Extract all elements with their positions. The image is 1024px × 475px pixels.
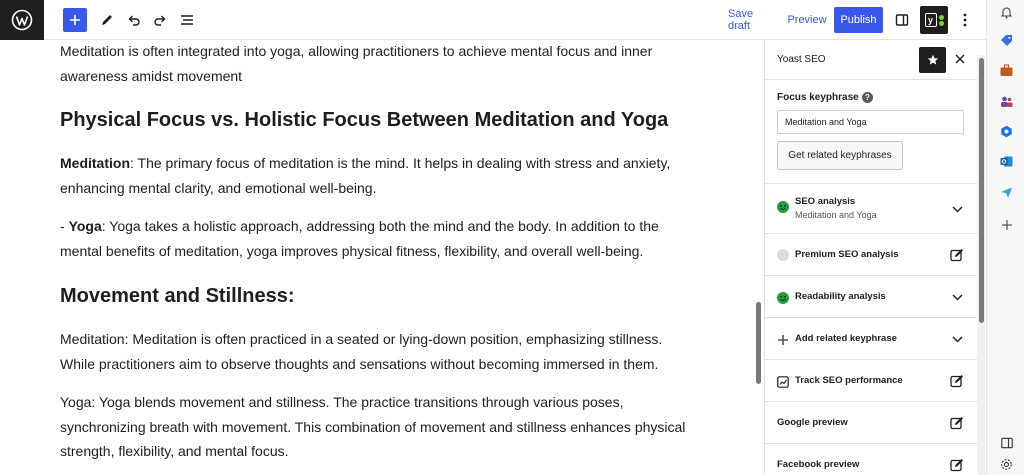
sidebar-header <box>765 40 977 80</box>
chevron-down-icon <box>949 331 965 347</box>
outlook-icon[interactable] <box>1000 155 1013 168</box>
edit-icon <box>949 373 965 389</box>
document-overview-button[interactable] <box>178 7 196 33</box>
sidebar-toggle-icon <box>895 13 909 27</box>
bold-term: Yoga <box>68 218 102 234</box>
options-button[interactable] <box>958 7 972 33</box>
paragraph-text: : Yoga takes a holistic approach, addressing both the mind and the body. In addition to the mental benefits of meditation, yoga improves physical fitness, flexibility, and overall well-being. <box>60 218 659 259</box>
focus-keyphrase-input[interactable] <box>777 110 964 134</box>
redo-button[interactable] <box>151 7 169 33</box>
settings-panel-button[interactable] <box>893 7 911 33</box>
facebook-preview-label: Facebook preview <box>777 459 860 470</box>
tools-button[interactable] <box>98 7 116 33</box>
list-prefix: - <box>60 218 69 234</box>
chart-icon <box>777 375 789 387</box>
help-icon[interactable]: ? <box>862 92 873 103</box>
google-preview-label: Google preview <box>777 417 848 428</box>
save-draft-button[interactable]: Save draft <box>728 8 754 32</box>
redo-icon <box>153 13 167 27</box>
premium-seo-analysis-label: Premium SEO analysis <box>795 249 899 260</box>
more-vertical-icon <box>963 13 967 27</box>
close-sidebar-button[interactable] <box>952 51 968 67</box>
preview-button[interactable]: Preview <box>787 14 827 26</box>
add-related-keyphrase-row[interactable] <box>765 318 977 360</box>
wordpress-logo[interactable] <box>0 0 44 40</box>
yoast-icon <box>925 13 944 27</box>
seo-analysis-label: SEO analysis <box>795 196 856 207</box>
sidebar-layout-icon[interactable] <box>1000 436 1013 449</box>
facebook-preview-row[interactable] <box>765 444 977 475</box>
paragraph-block[interactable]: Meditation: Meditation is often practiced in a seated or lying-down position, emphasizing stillness. While practitioners aim to observe thoughts and sensations without becoming immersed in them. <box>60 331 663 372</box>
add-icon[interactable] <box>1000 218 1013 231</box>
settings-icon[interactable] <box>1000 458 1013 471</box>
readability-analysis-label: Readability analysis <box>795 291 886 302</box>
paragraph-block[interactable]: Meditation is often integrated into yoga, allowing practitioners to achieve mental focus and inner awareness amidst movement <box>60 43 653 84</box>
pencil-icon <box>100 13 114 27</box>
track-seo-performance-row[interactable] <box>765 360 977 402</box>
focus-keyphrase-section <box>765 80 977 184</box>
heading-block[interactable]: Movement and Stillness: <box>60 285 295 307</box>
list-view-icon <box>180 13 194 27</box>
paragraph-text: : The primary focus of meditation is the mind. It helps in dealing with stress and anxiety, enhancing mental clarity, and emotional well-being. <box>60 155 671 196</box>
paragraph-block[interactable] <box>60 151 700 200</box>
editor-toolbar <box>0 0 986 40</box>
sidebar-scrollbar[interactable] <box>979 58 984 323</box>
edit-icon <box>949 457 965 473</box>
readability-analysis-row[interactable] <box>765 276 977 318</box>
editor-scrollbar[interactable] <box>756 302 761 384</box>
add-block-button[interactable] <box>63 8 87 32</box>
undo-icon <box>127 13 141 27</box>
google-preview-row[interactable] <box>765 402 977 444</box>
edit-icon <box>949 415 965 431</box>
chevron-down-icon <box>949 201 965 217</box>
premium-seo-analysis-row[interactable] <box>765 234 977 276</box>
yoast-glyph: y <box>925 13 937 27</box>
publish-button[interactable]: Publish <box>834 7 883 33</box>
paragraph-block[interactable] <box>60 214 700 263</box>
editor-canvas[interactable] <box>0 40 764 475</box>
edit-icon <box>949 247 965 263</box>
track-seo-performance-label: Track SEO performance <box>795 375 903 386</box>
focus-keyphrase-label: Focus keyphrase <box>777 92 859 103</box>
smiley-green-icon <box>777 200 789 212</box>
send-icon[interactable] <box>1000 186 1013 199</box>
sidebar-title: Yoast SEO <box>777 54 826 65</box>
paragraph-block[interactable]: Yoga: Yoga blends movement and stillness. The practice transitions through various poses, synchronizing breath with movement. This combination of movement and stillness enhances physical strength, flexibility, and mental focus. <box>60 394 686 459</box>
close-icon <box>955 54 965 64</box>
seo-analysis-keyphrase: Meditation and Yoga <box>795 210 877 220</box>
get-related-keyphrases-button[interactable]: Get related keyphrases <box>777 141 903 170</box>
heading-block[interactable]: Physical Focus vs. Holistic Focus Between Meditation and Yoga <box>60 109 669 131</box>
plus-icon <box>777 333 789 345</box>
bell-icon[interactable] <box>1000 6 1013 19</box>
people-icon[interactable] <box>1000 95 1013 108</box>
hexagon-app-icon[interactable] <box>1000 125 1013 138</box>
grey-dot-icon <box>777 249 789 261</box>
yoast-sidebar <box>764 40 977 475</box>
add-related-keyphrase-label: Add related keyphrase <box>795 333 897 344</box>
bold-term: Meditation <box>60 155 130 171</box>
browser-side-rail <box>986 0 1024 475</box>
seo-analysis-row[interactable] <box>765 184 977 234</box>
yoast-button[interactable] <box>920 6 948 34</box>
undo-button[interactable] <box>125 7 143 33</box>
pin-button[interactable] <box>919 47 946 73</box>
smiley-green-icon <box>777 291 789 303</box>
tag-icon[interactable] <box>1000 34 1013 47</box>
briefcase-icon[interactable] <box>1000 64 1013 77</box>
wordpress-icon <box>11 9 33 31</box>
plus-icon <box>69 14 81 26</box>
star-icon <box>927 54 939 66</box>
chevron-down-icon <box>949 289 965 305</box>
